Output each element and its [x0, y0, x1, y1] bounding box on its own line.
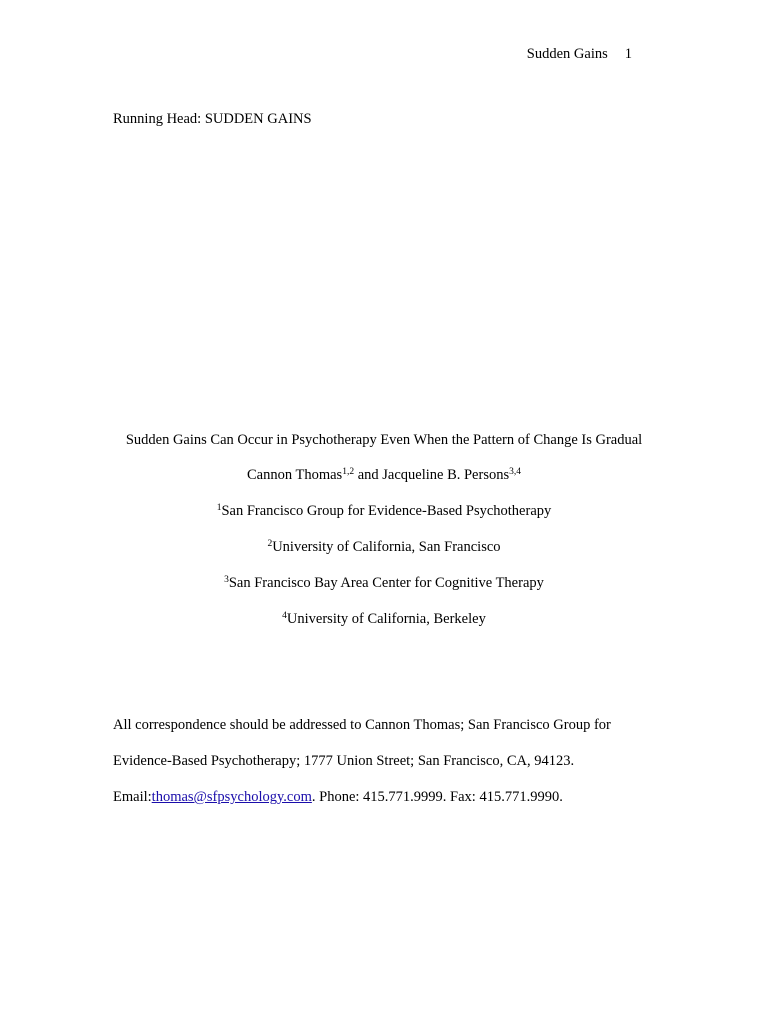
paper-title: Sudden Gains Can Occur in Psychotherapy Even When the Pattern of Change Is Gradual	[125, 432, 643, 448]
affiliation-1-mark: 1	[216, 503, 222, 513]
correspondence-line-1: All correspondence should be addressed to Cannon Thomas; San Francisco Group for	[113, 717, 611, 733]
phone-fax: . Phone: 415.771.9999. Fax: 415.771.9990.	[311, 789, 563, 805]
author-1: Cannon Thomas	[247, 467, 343, 483]
affiliation-1-text: San Francisco Group for Evidence-Based Psychotherapy	[221, 503, 552, 519]
author-1-affiliation-marks: 1,2	[342, 467, 355, 477]
affiliation-4-mark: 4	[282, 611, 287, 621]
affiliation-1	[0, 503, 768, 520]
contact-line	[113, 789, 563, 806]
affiliation-2	[0, 539, 768, 556]
author-2: Jacqueline B. Persons	[382, 467, 510, 483]
author-conjunction: and	[354, 467, 383, 483]
email-label: Email:	[113, 789, 152, 805]
email-link[interactable]: thomas@sfpsychology.com	[151, 789, 312, 805]
affiliation-3-mark: 3	[224, 575, 229, 585]
affiliation-4-text: University of California, Berkeley	[286, 611, 486, 627]
affiliation-2-text: University of California, San Francisco	[272, 539, 501, 555]
affiliation-3-text: San Francisco Bay Area Center for Cognitive Therapy	[228, 575, 544, 591]
author-2-affiliation-marks: 3,4	[509, 467, 521, 477]
affiliation-4	[0, 611, 768, 628]
affiliation-2-mark: 2	[267, 539, 273, 549]
header-short-title: Sudden Gains	[526, 46, 608, 62]
page-header	[527, 46, 632, 63]
running-head: Running Head: SUDDEN GAINS	[113, 111, 312, 127]
affiliation-3	[0, 575, 768, 592]
page-number: 1	[624, 46, 632, 62]
correspondence-line-2: Evidence-Based Psychotherapy; 1777 Union Street; San Francisco, CA, 94123.	[113, 753, 575, 769]
author-line	[0, 467, 768, 484]
